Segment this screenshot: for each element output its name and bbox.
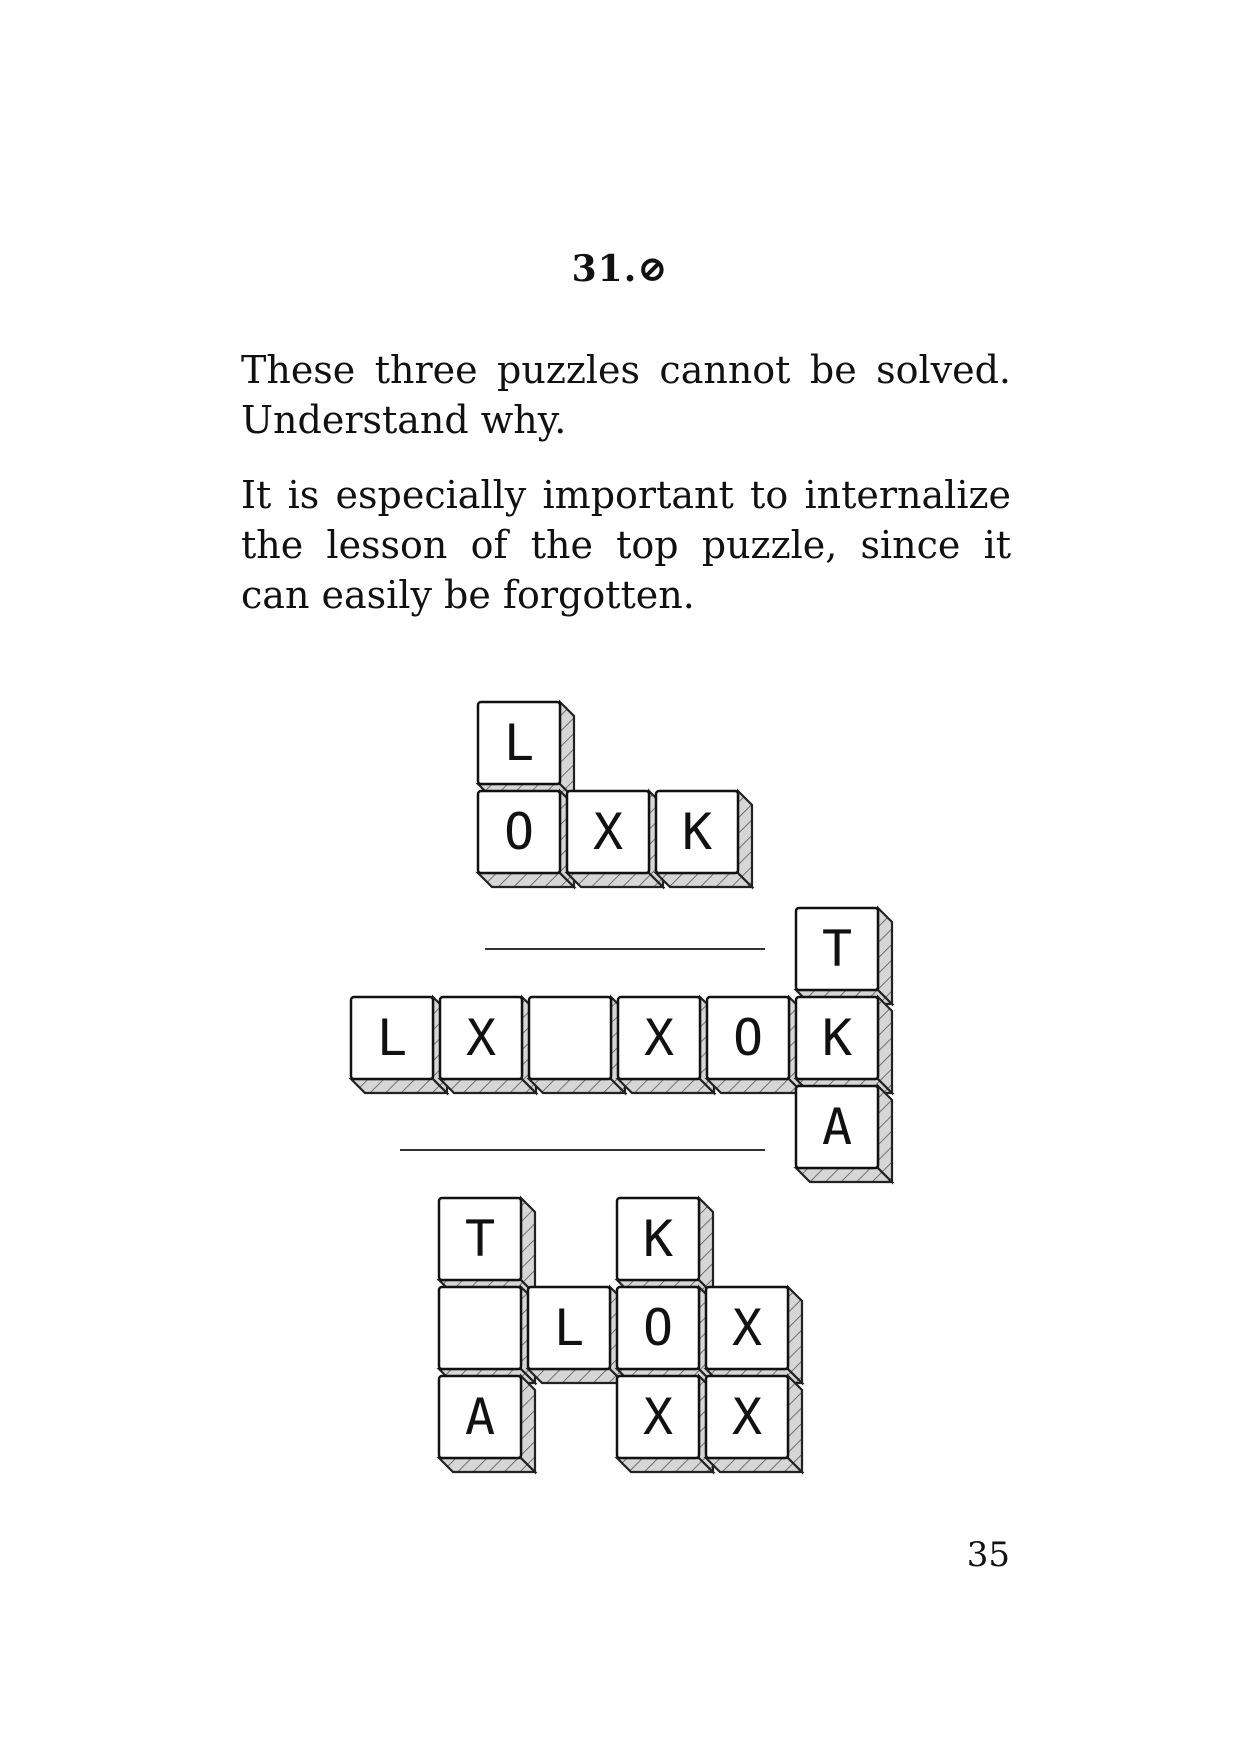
tile-side-bottom: [796, 1168, 892, 1182]
tile-letter: X: [731, 1388, 763, 1446]
tile-side-bottom: [478, 873, 574, 887]
tile-side-right: [878, 1086, 892, 1182]
tile-side-bottom: [656, 873, 752, 887]
letter-tile: [439, 1287, 521, 1369]
lesson-paragraph: It is especially important to internalize the lesson of the top puzzle, since it can easily be forgotten.: [241, 473, 1011, 617]
tile-side-bottom: [439, 1458, 535, 1472]
tile-letter: A: [464, 1388, 496, 1446]
puzzle-grid-bottom: [439, 1198, 802, 1472]
tile-side-right: [560, 702, 574, 798]
letter-tile: [529, 997, 611, 1079]
tile-letter: A: [821, 1098, 853, 1156]
tile-letter: X: [731, 1299, 763, 1357]
prohibited-circle-icon: ⊘: [637, 248, 669, 290]
tile-side-right: [521, 1376, 535, 1472]
tile-letter: L: [553, 1299, 585, 1357]
tile-side-right: [738, 791, 752, 887]
tile-letter: L: [503, 714, 535, 772]
tile-side-bottom: [618, 1079, 714, 1093]
puzzle-grid-top: [478, 702, 752, 887]
tile-side-right: [788, 1287, 802, 1383]
tile-side-bottom: [529, 1079, 625, 1093]
tile-letter: K: [821, 1009, 853, 1067]
tile-side-bottom: [706, 1458, 802, 1472]
tile-letter: X: [643, 1009, 675, 1067]
intro-paragraph: These three puzzles cannot be solved. Understand why.: [241, 348, 1011, 442]
page-number: 35: [966, 1535, 1010, 1575]
tile-side-bottom: [707, 1079, 803, 1093]
tile-side-right: [521, 1198, 535, 1294]
tile-letter: O: [503, 803, 535, 861]
tile-letter: X: [592, 803, 624, 861]
puzzle-number: 31.: [571, 248, 638, 290]
tile-letter: O: [732, 1009, 764, 1067]
tile-letter: K: [642, 1210, 674, 1268]
tile-side-right: [878, 997, 892, 1093]
tile-letter: L: [376, 1009, 408, 1067]
tile-letter: T: [821, 920, 853, 978]
tile-side-right: [699, 1198, 713, 1294]
tile-letter: K: [681, 803, 713, 861]
tile-side-bottom: [567, 873, 663, 887]
tile-letter: O: [642, 1299, 674, 1357]
tile-side-right: [878, 908, 892, 1004]
tile-letter: X: [642, 1388, 674, 1446]
tile-side-bottom: [528, 1369, 624, 1383]
tile-side-bottom: [351, 1079, 447, 1093]
tile-side-bottom: [440, 1079, 536, 1093]
tile-letter: T: [464, 1210, 496, 1268]
tile-side-right: [788, 1376, 802, 1472]
tile-letter: X: [465, 1009, 497, 1067]
tile-side-bottom: [617, 1458, 713, 1472]
